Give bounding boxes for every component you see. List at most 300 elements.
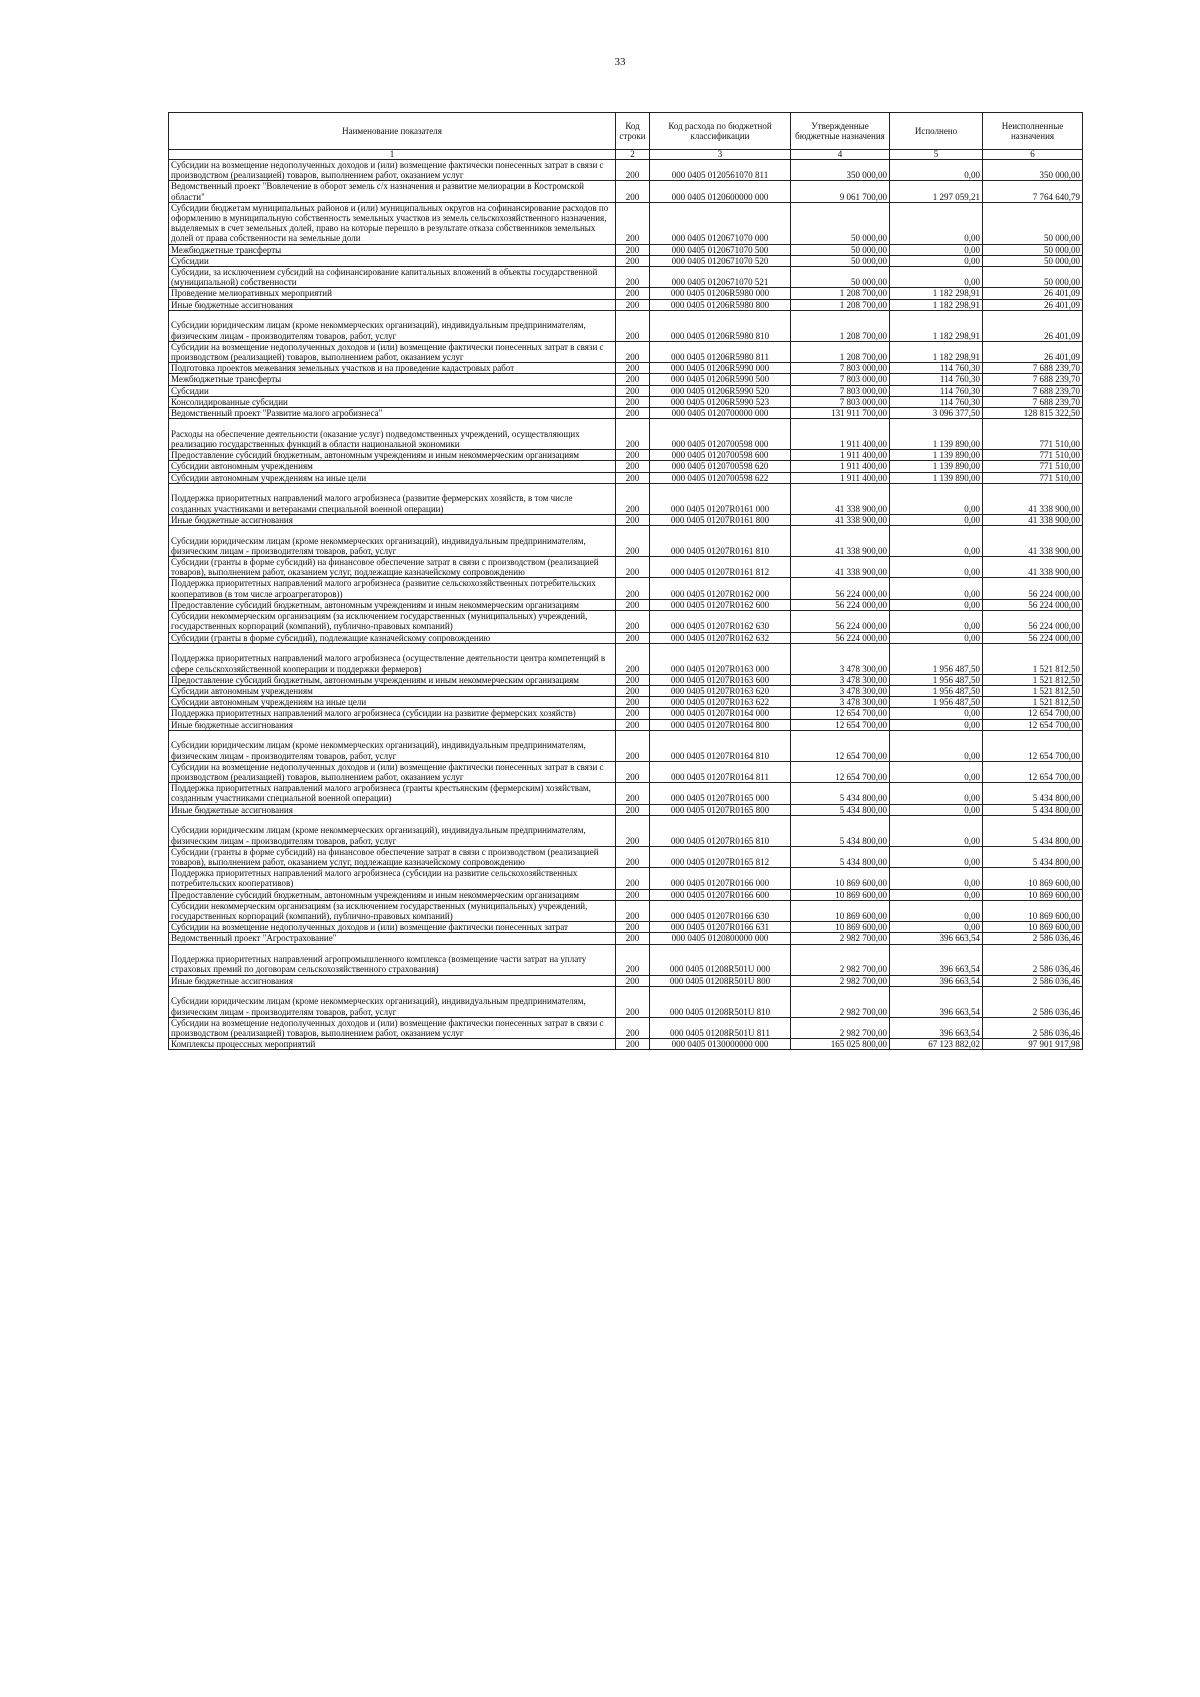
row-unexecuted: 2 586 036,46 [983,1017,1083,1038]
row-unexecuted: 771 510,00 [983,472,1083,483]
row-classification-code: 000 0405 0120671070 500 [650,244,791,255]
row-classification-code: 000 0405 01206R5990 000 [650,363,791,374]
row-approved: 12 654 700,00 [791,719,890,730]
row-executed: 1 297 059,21 [890,181,983,202]
row-unexecuted: 2 586 036,46 [983,975,1083,986]
row-classification-code: 000 0405 01208R501U 800 [650,975,791,986]
table-row [169,255,1083,266]
header-unexecuted: Неисполненные назначения [983,113,1083,150]
row-line-code: 200 [616,202,650,244]
row-unexecuted: 1 521 812,50 [983,685,1083,696]
row-name: Субсидии (гранты в форме субсидий) на финансовое обеспечение затрат в связи с производством (реализацией товаров), выполнением работ, оказанием услуг, подлежащие казначейскому сопровождению [169,557,616,578]
row-line-code: 200 [616,632,650,643]
row-classification-code: 000 0405 01207R0164 000 [650,708,791,719]
row-approved: 10 869 600,00 [791,868,890,889]
row-line-code: 200 [616,472,650,483]
row-approved: 1 911 400,00 [791,419,890,450]
row-unexecuted: 41 338 900,00 [983,483,1083,514]
row-executed: 396 663,54 [890,975,983,986]
row-approved: 1 911 400,00 [791,461,890,472]
row-approved: 7 803 000,00 [791,396,890,407]
row-name: Субсидии автономным учреждениям [169,461,616,472]
row-classification-code: 000 0405 0120800000 000 [650,933,791,944]
row-classification-code: 000 0405 0120700598 622 [650,472,791,483]
row-classification-code: 000 0405 01207R0165 000 [650,783,791,804]
row-approved: 131 911 700,00 [791,408,890,419]
row-executed: 1 139 890,00 [890,461,983,472]
row-name: Иные бюджетные ассигнования [169,514,616,525]
row-name: Предоставление субсидий бюджетным, автономным учреждениям и иным некоммерческим организациям [169,450,616,461]
table-row [169,944,1083,975]
table-row [169,160,1083,181]
row-classification-code: 000 0405 01207R0162 630 [650,611,791,632]
row-approved: 56 224 000,00 [791,632,890,643]
row-line-code: 200 [616,900,650,921]
row-classification-code: 000 0405 01207R0165 800 [650,804,791,815]
row-executed: 0,00 [890,922,983,933]
row-unexecuted: 771 510,00 [983,450,1083,461]
row-approved: 50 000,00 [791,202,890,244]
row-classification-code: 000 0405 0120671070 000 [650,202,791,244]
row-name: Ведомственный проект "Развитие малого агробизнеса" [169,408,616,419]
table-row [169,181,1083,202]
row-name: Субсидии некоммерческим организациям (за исключением государственных (муниципальных) учреждений, государственных корпораций (компаний), публично-правовых компаний) [169,611,616,632]
table-row [169,557,1083,578]
row-unexecuted: 771 510,00 [983,419,1083,450]
row-executed: 67 123 882,02 [890,1039,983,1050]
row-approved: 2 982 700,00 [791,1017,890,1038]
row-unexecuted: 350 000,00 [983,160,1083,181]
row-executed: 0,00 [890,255,983,266]
row-name: Поддержка приоритетных направлений малого агробизнеса (субсидии на развитие фермерских хозяйств) [169,708,616,719]
row-name: Иные бюджетные ассигнования [169,804,616,815]
table-header [169,113,1083,160]
row-line-code: 200 [616,408,650,419]
row-approved: 2 982 700,00 [791,975,890,986]
table-row [169,889,1083,900]
row-line-code: 200 [616,975,650,986]
row-classification-code: 000 0405 0120671070 520 [650,255,791,266]
row-classification-code: 000 0405 01207R0161 810 [650,526,791,557]
table-row [169,708,1083,719]
row-line-code: 200 [616,685,650,696]
row-unexecuted: 5 434 800,00 [983,804,1083,815]
row-executed: 1 182 298,91 [890,310,983,341]
row-line-code: 200 [616,299,650,310]
row-classification-code: 000 0405 01207R0166 000 [650,868,791,889]
row-unexecuted: 97 901 917,98 [983,1039,1083,1050]
row-unexecuted: 5 434 800,00 [983,846,1083,867]
column-number: 1 [169,150,616,160]
row-unexecuted: 26 401,09 [983,341,1083,362]
row-name: Иные бюджетные ассигнования [169,299,616,310]
row-line-code: 200 [616,267,650,288]
row-name: Поддержка приоритетных направлений малого агробизнеса (развитие сельскохозяйственных потребительских кооперативов (в том числе агроагрегаторов)) [169,578,616,599]
row-name: Проведение мелиоративных мероприятий [169,288,616,299]
row-name: Субсидии автономным учреждениям на иные цели [169,697,616,708]
row-executed: 114 760,30 [890,396,983,407]
row-classification-code: 000 0405 01207R0163 622 [650,697,791,708]
row-executed: 0,00 [890,599,983,610]
budget-execution-table [168,112,1083,1050]
row-name: Субсидии на возмещение недополученных доходов и (или) возмещение фактически понесенных затрат [169,922,616,933]
row-executed: 396 663,54 [890,1017,983,1038]
header-line-code: Код строки [616,113,650,150]
header-classification-code: Код расхода по бюджетной классификации [650,113,791,150]
table-row [169,310,1083,341]
row-approved: 5 434 800,00 [791,804,890,815]
row-name: Субсидии юридическим лицам (кроме некоммерческих организаций), индивидуальным предпринимателям, физическим лицам - производителям товаров, работ, услуг [169,526,616,557]
row-classification-code: 000 0405 01207R0161 000 [650,483,791,514]
row-classification-code: 000 0405 0130000000 000 [650,1039,791,1050]
row-classification-code: 000 0405 01206R5990 523 [650,396,791,407]
row-classification-code: 000 0405 01207R0161 800 [650,514,791,525]
row-executed: 0,00 [890,483,983,514]
row-name: Ведомственный проект "Агрострахование" [169,933,616,944]
row-approved: 1 208 700,00 [791,341,890,362]
row-name: Предоставление субсидий бюджетным, автономным учреждениям и иным некоммерческим организациям [169,889,616,900]
row-approved: 10 869 600,00 [791,889,890,900]
row-line-code: 200 [616,419,650,450]
row-classification-code: 000 0405 01207R0164 810 [650,730,791,761]
row-classification-code: 000 0405 01208R501U 811 [650,1017,791,1038]
column-number: 6 [983,150,1083,160]
row-name: Поддержка приоритетных направлений агропромышленного комплекса (возмещение части затрат на уплату страховых премий по договорам сельскохозяйственного страхования) [169,944,616,975]
table-row [169,900,1083,921]
row-name: Субсидии автономным учреждениям на иные цели [169,472,616,483]
row-approved: 12 654 700,00 [791,708,890,719]
row-approved: 2 982 700,00 [791,944,890,975]
row-executed: 3 096 377,50 [890,408,983,419]
row-line-code: 200 [616,181,650,202]
row-name: Субсидии (гранты в форме субсидий), подлежащие казначейскому сопровождению [169,632,616,643]
row-line-code: 200 [616,1017,650,1038]
row-unexecuted: 56 224 000,00 [983,611,1083,632]
row-name: Субсидии юридическим лицам (кроме некоммерческих организаций), индивидуальным предпринимателям, физическим лицам - производителям товаров, работ, услуг [169,815,616,846]
row-line-code: 200 [616,611,650,632]
row-executed: 0,00 [890,719,983,730]
row-approved: 1 208 700,00 [791,310,890,341]
row-name: Субсидии некоммерческим организациям (за исключением государственных (муниципальных) учреждений, государственных корпораций (компаний), публично-правовых компаний) [169,900,616,921]
row-executed: 0,00 [890,557,983,578]
row-name: Поддержка приоритетных направлений малого агробизнеса (осуществление деятельности центра компетенций в сфере сельскохозяйственной кооперации и поддержки фермеров) [169,643,616,674]
row-line-code: 200 [616,730,650,761]
row-approved: 350 000,00 [791,160,890,181]
row-line-code: 200 [616,385,650,396]
row-name: Расходы на обеспечение деятельности (оказание услуг) подведомственных учреждений, осуществляющих реализацию государственных функций в области национальной экономики [169,419,616,450]
row-name: Субсидии [169,385,616,396]
row-unexecuted: 7 688 239,70 [983,374,1083,385]
row-approved: 41 338 900,00 [791,557,890,578]
row-classification-code: 000 0405 01208R501U 000 [650,944,791,975]
row-unexecuted: 10 869 600,00 [983,868,1083,889]
row-approved: 12 654 700,00 [791,730,890,761]
row-classification-code: 000 0405 01207R0163 620 [650,685,791,696]
row-unexecuted: 12 654 700,00 [983,761,1083,782]
row-name: Поддержка приоритетных направлений малого агробизнеса (гранты крестьянским (фермерским) хозяйствам, созданным участниками специальной военной операции) [169,783,616,804]
row-executed: 1 956 487,50 [890,685,983,696]
row-line-code: 200 [616,643,650,674]
row-executed: 0,00 [890,761,983,782]
row-unexecuted: 1 521 812,50 [983,674,1083,685]
row-name: Субсидии на возмещение недополученных доходов и (или) возмещение фактически понесенных затрат в связи с производством (реализацией) товаров, выполнением работ, оказанием услуг [169,1017,616,1038]
row-executed: 0,00 [890,815,983,846]
row-executed: 1 139 890,00 [890,450,983,461]
row-name: Межбюджетные трансферты [169,244,616,255]
table-row [169,868,1083,889]
table-row [169,804,1083,815]
row-line-code: 200 [616,461,650,472]
row-unexecuted: 26 401,09 [983,310,1083,341]
row-name: Субсидии юридическим лицам (кроме некоммерческих организаций), индивидуальным предпринимателям, физическим лицам - производителям товаров, работ, услуг [169,730,616,761]
row-executed: 1 956 487,50 [890,674,983,685]
row-approved: 12 654 700,00 [791,761,890,782]
table-row [169,933,1083,944]
row-unexecuted: 56 224 000,00 [983,578,1083,599]
row-executed: 1 182 298,91 [890,288,983,299]
row-classification-code: 000 0405 01207R0162 000 [650,578,791,599]
column-number: 3 [650,150,791,160]
row-unexecuted: 56 224 000,00 [983,599,1083,610]
table-row [169,1017,1083,1038]
table-row [169,363,1083,374]
row-classification-code: 000 0405 01207R0164 811 [650,761,791,782]
row-executed: 0,00 [890,730,983,761]
row-line-code: 200 [616,526,650,557]
table-row [169,202,1083,244]
row-executed: 1 956 487,50 [890,643,983,674]
row-classification-code: 000 0405 01207R0161 812 [650,557,791,578]
row-name: Субсидии бюджетам муниципальных районов и (или) муниципальных округов на софинансирование расходов по оформлению в муниципальную собственность земельных участков из земель сельскохозяйственного назначения, выделяемых в счет земельных долей, право на которые перешло в результате отказа собственников земельных долей от права собственности на земельные доли [169,202,616,244]
row-unexecuted: 5 434 800,00 [983,783,1083,804]
header-indicator-name: Наименование показателя [169,113,616,150]
row-unexecuted: 50 000,00 [983,244,1083,255]
row-approved: 5 434 800,00 [791,783,890,804]
row-unexecuted: 10 869 600,00 [983,900,1083,921]
row-unexecuted: 128 815 322,50 [983,408,1083,419]
header-executed: Исполнено [890,113,983,150]
row-classification-code: 000 0405 0120561070 811 [650,160,791,181]
row-executed: 0,00 [890,632,983,643]
row-executed: 0,00 [890,846,983,867]
row-executed: 0,00 [890,804,983,815]
row-unexecuted: 41 338 900,00 [983,526,1083,557]
row-line-code: 200 [616,599,650,610]
row-name: Субсидии [169,255,616,266]
row-line-code: 200 [616,697,650,708]
row-executed: 1 182 298,91 [890,299,983,310]
row-line-code: 200 [616,761,650,782]
row-approved: 5 434 800,00 [791,815,890,846]
row-classification-code: 000 0405 01207R0162 632 [650,632,791,643]
row-approved: 41 338 900,00 [791,483,890,514]
row-name: Подготовка проектов межевания земельных участков и на проведение кадастровых работ [169,363,616,374]
table-row [169,408,1083,419]
row-line-code: 200 [616,578,650,599]
table-row [169,599,1083,610]
row-unexecuted: 26 401,09 [983,288,1083,299]
row-line-code: 200 [616,288,650,299]
row-executed: 396 663,54 [890,944,983,975]
row-name: Субсидии юридическим лицам (кроме некоммерческих организаций), индивидуальным предпринимателям, физическим лицам - производителям товаров, работ, услуг [169,310,616,341]
row-unexecuted: 7 688 239,70 [983,363,1083,374]
table-row [169,396,1083,407]
header-approved: Утвержденные бюджетные назначения [791,113,890,150]
row-unexecuted: 1 521 812,50 [983,697,1083,708]
row-unexecuted: 10 869 600,00 [983,922,1083,933]
row-approved: 56 224 000,00 [791,578,890,599]
row-executed: 0,00 [890,900,983,921]
row-unexecuted: 7 688 239,70 [983,385,1083,396]
row-executed: 0,00 [890,889,983,900]
row-approved: 41 338 900,00 [791,514,890,525]
row-executed: 0,00 [890,202,983,244]
row-executed: 0,00 [890,783,983,804]
row-executed: 114 760,30 [890,374,983,385]
row-line-code: 200 [616,514,650,525]
row-executed: 114 760,30 [890,363,983,374]
page-number: 33 [614,56,626,68]
table-row [169,299,1083,310]
row-approved: 2 982 700,00 [791,933,890,944]
table-row [169,674,1083,685]
row-unexecuted: 10 869 600,00 [983,889,1083,900]
row-approved: 1 208 700,00 [791,288,890,299]
row-approved: 10 869 600,00 [791,922,890,933]
row-line-code: 200 [616,783,650,804]
row-executed: 0,00 [890,611,983,632]
row-line-code: 200 [616,310,650,341]
row-line-code: 200 [616,374,650,385]
table-row [169,761,1083,782]
row-line-code: 200 [616,363,650,374]
table-row [169,697,1083,708]
table-row [169,815,1083,846]
row-approved: 3 478 300,00 [791,697,890,708]
table-row [169,846,1083,867]
row-name: Комплексы процессных мероприятий [169,1039,616,1050]
row-name: Субсидии (гранты в форме субсидий) на финансовое обеспечение затрат в связи с производством (реализацией товаров), выполнением работ, оказанием услуг, подлежащие казначейскому сопровождению [169,846,616,867]
row-unexecuted: 50 000,00 [983,202,1083,244]
row-executed: 1 139 890,00 [890,472,983,483]
row-classification-code: 000 0405 01207R0166 631 [650,922,791,933]
row-executed: 396 663,54 [890,933,983,944]
table-row [169,632,1083,643]
row-line-code: 200 [616,396,650,407]
table-row [169,643,1083,674]
row-line-code: 200 [616,804,650,815]
row-approved: 10 869 600,00 [791,900,890,921]
row-classification-code: 000 0405 01206R5990 500 [650,374,791,385]
row-unexecuted: 41 338 900,00 [983,514,1083,525]
column-number: 5 [890,150,983,160]
row-classification-code: 000 0405 0120600000 000 [650,181,791,202]
row-classification-code: 000 0405 01208R501U 810 [650,986,791,1017]
row-line-code: 200 [616,255,650,266]
row-classification-code: 000 0405 0120700598 600 [650,450,791,461]
row-name: Консолидированные субсидии [169,396,616,407]
row-line-code: 200 [616,160,650,181]
table-row [169,986,1083,1017]
row-line-code: 200 [616,889,650,900]
row-line-code: 200 [616,674,650,685]
row-executed: 0,00 [890,160,983,181]
table-row [169,783,1083,804]
row-classification-code: 000 0405 01207R0164 800 [650,719,791,730]
row-classification-code: 000 0405 01206R5980 800 [650,299,791,310]
table-row [169,244,1083,255]
row-approved: 5 434 800,00 [791,846,890,867]
row-executed: 114 760,30 [890,385,983,396]
row-classification-code: 000 0405 01207R0165 812 [650,846,791,867]
row-executed: 0,00 [890,578,983,599]
row-name: Субсидии на возмещение недополученных доходов и (или) возмещение фактически понесенных затрат в связи с производством (реализацией) товаров, выполнением работ, оказанием услуг [169,761,616,782]
table-row [169,483,1083,514]
row-executed: 0,00 [890,514,983,525]
row-line-code: 200 [616,719,650,730]
table-row [169,578,1083,599]
row-approved: 56 224 000,00 [791,611,890,632]
row-approved: 3 478 300,00 [791,643,890,674]
row-line-code: 200 [616,815,650,846]
table-row [169,514,1083,525]
row-unexecuted: 12 654 700,00 [983,730,1083,761]
column-number: 4 [791,150,890,160]
row-line-code: 200 [616,944,650,975]
row-approved: 9 061 700,00 [791,181,890,202]
table-row [169,267,1083,288]
table-row [169,341,1083,362]
row-approved: 7 803 000,00 [791,385,890,396]
table-row [169,461,1083,472]
row-executed: 0,00 [890,868,983,889]
row-unexecuted: 7 764 640,79 [983,181,1083,202]
row-unexecuted: 26 401,09 [983,299,1083,310]
row-unexecuted: 771 510,00 [983,461,1083,472]
row-approved: 7 803 000,00 [791,374,890,385]
row-name: Предоставление субсидий бюджетным, автономным учреждениям и иным некоммерческим организациям [169,599,616,610]
row-name: Иные бюджетные ассигнования [169,719,616,730]
row-name: Поддержка приоритетных направлений малого агробизнеса (развитие фермерских хозяйств, в том числе созданных участниками и ветеранами специальной военной операции) [169,483,616,514]
row-line-code: 200 [616,1039,650,1050]
row-classification-code: 000 0405 01206R5980 811 [650,341,791,362]
row-executed: 1 956 487,50 [890,697,983,708]
row-name: Субсидии на возмещение недополученных доходов и (или) возмещение фактически понесенных затрат в связи с производством (реализацией) товаров, выполнением работ, оказанием услуг [169,160,616,181]
row-unexecuted: 1 521 812,50 [983,643,1083,674]
table-row [169,975,1083,986]
row-approved: 41 338 900,00 [791,526,890,557]
row-classification-code: 000 0405 01206R5980 000 [650,288,791,299]
row-classification-code: 000 0405 01207R0163 000 [650,643,791,674]
row-executed: 1 139 890,00 [890,419,983,450]
table-row [169,730,1083,761]
table-row [169,719,1083,730]
row-unexecuted: 56 224 000,00 [983,632,1083,643]
row-unexecuted: 2 586 036,46 [983,986,1083,1017]
row-classification-code: 000 0405 0120700598 620 [650,461,791,472]
table-row [169,374,1083,385]
row-approved: 1 208 700,00 [791,299,890,310]
row-unexecuted: 2 586 036,46 [983,944,1083,975]
row-classification-code: 000 0405 01207R0163 600 [650,674,791,685]
row-executed: 0,00 [890,708,983,719]
table-row [169,685,1083,696]
row-unexecuted: 5 434 800,00 [983,815,1083,846]
row-approved: 165 025 800,00 [791,1039,890,1050]
row-unexecuted: 12 654 700,00 [983,719,1083,730]
row-approved: 3 478 300,00 [791,674,890,685]
row-classification-code: 000 0405 01207R0166 600 [650,889,791,900]
